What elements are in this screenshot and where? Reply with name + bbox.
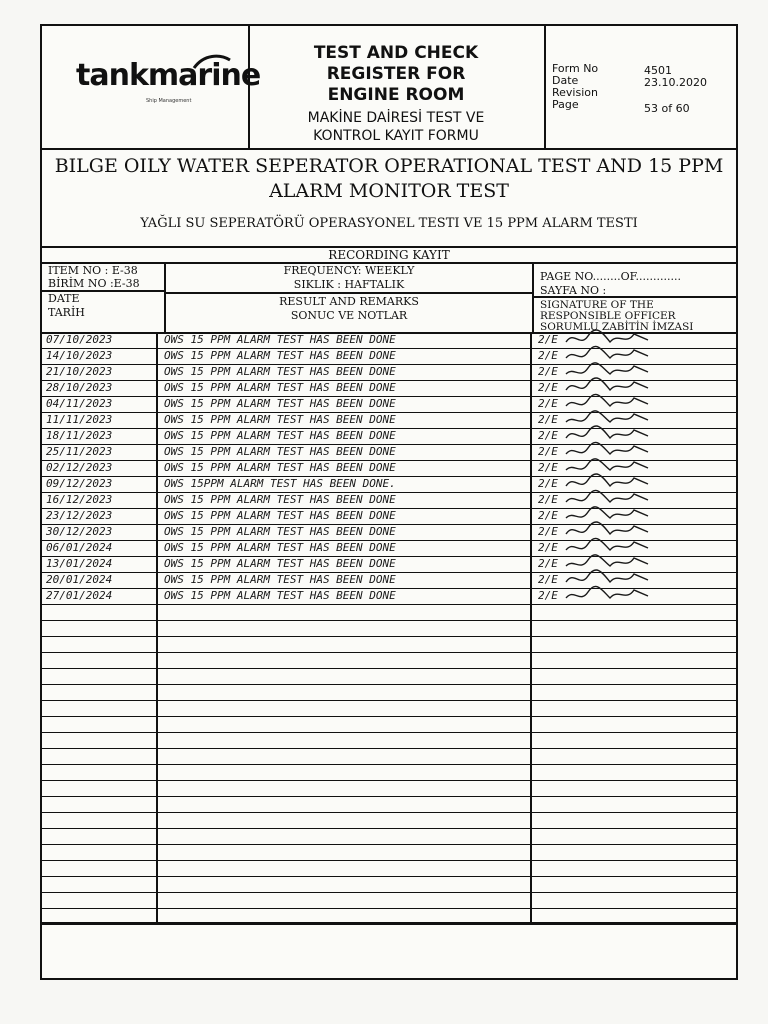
title-line: TEST AND CHECK [313,43,479,63]
entry-result: OWS 15 PPM ALARM TEST HAS BEEN DONE [164,381,396,394]
entry-date: 23/12/2023 [46,509,113,522]
entry-result: OWS 15 PPM ALARM TEST HAS BEEN DONE [164,573,396,586]
form-meta [544,26,736,148]
logo-swoosh-icon [192,52,232,72]
sayfa-no: SAYFA NO : [540,284,607,297]
logo-cell [42,26,261,148]
title-line: KONTROL KAYIT FORMU [313,128,479,144]
empty-table-row [42,876,736,893]
entry-result: OWS 15 PPM ALARM TEST HAS BEEN DONE [164,349,396,362]
recording-bar: RECORDING KAYIT [42,246,736,264]
entry-date: 13/01/2024 [46,557,113,570]
entry-result: OWS 15 PPM ALARM TEST HAS BEEN DONE [164,365,396,378]
entry-date: 28/10/2023 [46,381,113,394]
date-header: DATE [48,292,80,305]
signature-rank: 2/E [538,541,558,554]
entry-signature [532,588,736,604]
siklik: SIKLIK : HAFTALIK [293,278,405,291]
title-line: MAKİNE DAİRESİ TEST VE [307,110,485,126]
signature-rank: 2/E [538,365,558,378]
empty-table-row [42,812,736,829]
empty-table-row [42,732,736,749]
entry-date: 06/01/2024 [46,541,113,554]
entry-result: OWS 15 PPM ALARM TEST HAS BEEN DONE [164,333,396,346]
entry-result: OWS 15 PPM ALARM TEST HAS BEEN DONE [164,445,396,458]
signature-rank: 2/E [538,477,558,490]
form-title [42,154,736,204]
entry-result: OWS 15PPM ALARM TEST HAS BEEN DONE. [164,477,396,490]
item-cell [42,262,166,332]
entry-date: 21/10/2023 [46,365,113,378]
empty-table-row [42,764,736,781]
register-title-en [248,43,544,106]
empty-table-row [42,700,736,717]
entry-result: OWS 15 PPM ALARM TEST HAS BEEN DONE [164,397,396,410]
entry-result: OWS 15 PPM ALARM TEST HAS BEEN DONE [164,541,396,554]
signature-rank: 2/E [538,333,558,346]
meta-label: Page [552,98,579,111]
entry-date: 16/12/2023 [46,493,113,506]
entry-date: 04/11/2023 [46,397,113,410]
signature-header: RESPONSIBLE OFFICER [540,310,676,322]
entry-date: 11/11/2023 [46,413,113,426]
divider [534,296,736,298]
page-no: PAGE NO........OF............. [540,270,682,283]
entry-date: 25/11/2023 [46,445,113,458]
form-title-line: BILGE OILY WATER SEPERATOR OPERATIONAL TEST AND 15 PPM [54,155,724,177]
entry-result: OWS 15 PPM ALARM TEST HAS BEEN DONE [164,589,396,602]
empty-table-row [42,860,736,877]
form-header [42,26,736,150]
form-frame [40,24,738,980]
signature-rank: 2/E [538,349,558,362]
empty-table-row [42,796,736,813]
signature-rank: 2/E [538,397,558,410]
signature-rank: 2/E [538,381,558,394]
signature-rank: 2/E [538,429,558,442]
entry-result: OWS 15 PPM ALARM TEST HAS BEEN DONE [164,461,396,474]
result-header-tr: SONUC VE NOTLAR [290,309,408,322]
footer-area [42,922,736,978]
empty-table-row [42,892,736,909]
empty-table-row [42,780,736,797]
meta-label: Date [552,74,579,87]
entry-result: OWS 15 PPM ALARM TEST HAS BEEN DONE [164,525,396,538]
empty-table-row [42,844,736,861]
empty-table-row [42,604,736,621]
entry-date: 14/10/2023 [46,349,113,362]
title-line: REGISTER FOR [326,64,466,84]
empty-table-row [42,828,736,845]
result-header: RESULT AND REMARKS [279,295,419,308]
meta-label: Revision [552,86,598,99]
table-row [42,588,736,605]
signature-header-tr: SORUMLU ZABİTİN İMZASI [540,321,694,333]
frequency-cell [166,262,534,332]
signature-rank: 2/E [538,509,558,522]
signature-rank: 2/E [538,461,558,474]
signature-rank: 2/E [538,557,558,570]
empty-table-row [42,748,736,765]
table-header [42,262,736,334]
signature-rank: 2/E [538,493,558,506]
empty-table-row [42,620,736,637]
empty-table-row [42,636,736,653]
empty-table-row [42,716,736,733]
entry-result: OWS 15 PPM ALARM TEST HAS BEEN DONE [164,493,396,506]
signature-rank: 2/E [538,589,558,602]
entry-date: 02/12/2023 [46,461,113,474]
meta-value: 23.10.2020 [644,76,707,89]
birim-no: BİRİM NO :E-38 [48,277,140,290]
form-title-line: ALARM MONITOR TEST [269,180,509,202]
signature-rank: 2/E [538,525,558,538]
entry-result: OWS 15 PPM ALARM TEST HAS BEEN DONE [164,509,396,522]
entry-result: OWS 15 PPM ALARM TEST HAS BEEN DONE [164,429,396,442]
title-line: ENGINE ROOM [327,85,465,105]
signature-rank: 2/E [538,573,558,586]
entry-result: OWS 15 PPM ALARM TEST HAS BEEN DONE [164,557,396,570]
entry-date: 27/01/2024 [46,589,113,602]
signature-rank: 2/E [538,445,558,458]
entry-date: 18/11/2023 [46,429,113,442]
empty-table-row [42,684,736,701]
signature-header: SIGNATURE OF THE [540,299,654,311]
divider [166,292,532,294]
page-cell [534,262,736,332]
logo-subtitle: Ship Management [146,98,192,104]
empty-table-row [42,652,736,669]
frequency: FREQUENCY: WEEKLY [283,264,415,277]
entry-result: OWS 15 PPM ALARM TEST HAS BEEN DONE [164,413,396,426]
signature-rank: 2/E [538,413,558,426]
form-title-tr: YAĞLI SU SEPERATÖRÜ OPERASYONEL TESTI VE 15 PPM ALARM TESTI [140,216,638,231]
entry-date: 09/12/2023 [46,477,113,490]
item-no: ITEM NO : E-38 [48,264,138,277]
entry-date: 30/12/2023 [46,525,113,538]
entry-date: 20/01/2024 [46,573,113,586]
handwritten-signature [562,584,652,606]
meta-value: 4501 [644,64,672,77]
meta-value: 53 of 60 [644,102,690,115]
register-title-cell [248,26,546,148]
company-logo: tankmarine [76,58,261,93]
entry-date: 07/10/2023 [46,333,113,346]
date-header-tr: TARİH [48,306,85,319]
meta-label: Form No [552,62,599,75]
empty-table-row [42,668,736,685]
register-title-tr [248,109,544,145]
